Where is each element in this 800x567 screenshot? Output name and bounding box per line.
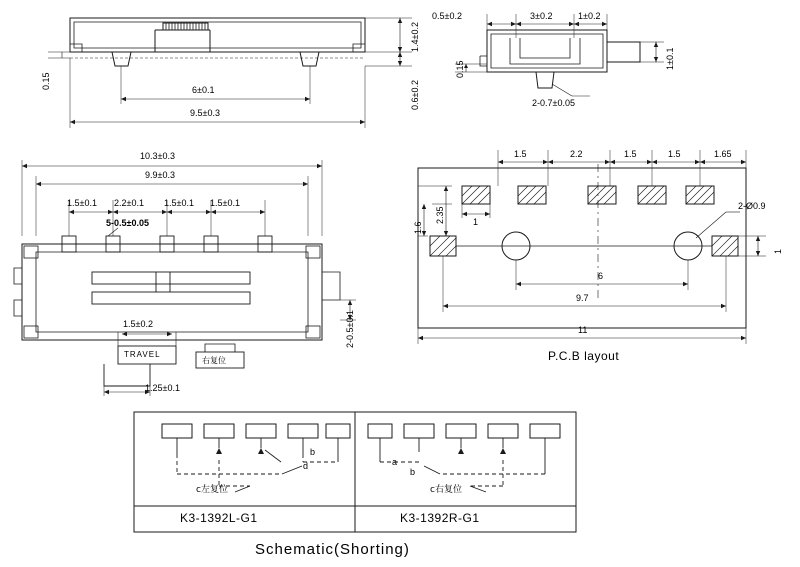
schematic-right-mark-c: c右复位 <box>430 485 462 495</box>
pcb-dim-hole: 2-Ø0.9 <box>738 201 766 211</box>
schematic-left-mark-d: d <box>303 461 309 471</box>
part-number-right: K3-1392R-G1 <box>400 511 480 525</box>
dim-bottom-1-25: 1.25±0.1 <box>145 383 180 393</box>
travel-label: TRAVEL <box>124 350 161 359</box>
pcb-dim-t4: 1.5 <box>668 149 681 159</box>
pcb-layout-caption: P.C.B layout <box>548 349 620 363</box>
pcb-dim-t3: 1.5 <box>624 149 637 159</box>
pcb-dim-t5: 1.65 <box>714 149 732 159</box>
schematic-left-mark-b: b <box>310 447 316 457</box>
dim-pitch-4: 1.5±0.1 <box>210 198 240 208</box>
dim-travel-value: 1.5±0.2 <box>123 319 153 329</box>
schematic-right-mark-a: a <box>392 457 398 467</box>
schematic-left-mark-c: c左复位 <box>196 485 228 495</box>
pcb-dim-t2: 2.2 <box>570 149 583 159</box>
dim-pitch-1: 1.5±0.1 <box>67 198 97 208</box>
dim-w-6: 6±0.1 <box>192 85 215 95</box>
dim-pitch-3: 1.5±0.1 <box>164 198 194 208</box>
dim-w-3: 3±0.2 <box>530 11 553 21</box>
dim-pitch-2: 2.2±0.1 <box>114 198 144 208</box>
dim-w-10-3: 10.3±0.3 <box>140 151 175 161</box>
dim-w-9-5: 9.5±0.3 <box>190 108 220 118</box>
drawing-canvas: 1.4±0.2 0.15 0.6±0.2 6±0.1 9.5±0.3 0.5±0.2 3±0.2 1±0.2 0.15 1±0.1 2-0.7±0.05 10.3±0.3 9.9±0.3 1.5±0.1 2.2±0.1 1.5±0.1 1.5±0.1 5-0.5±0.05 1.5±0.2 TRAVEL 右复位 1.25±0.1 2-0.5±0.1 1.5 2.2 1.5 1.5 1.65 2.35 1.6 1 2-Ø0.9 1 6 9.7 11 P.C.B layout d b c左复位 a b c右复位 K3-1392L-G1 K3-1392R-G1 Schematic(Shorting) <box>0 0 800 567</box>
dim-w-1: 1±0.2 <box>578 11 601 21</box>
part-number-left: K3-1392L-G1 <box>180 511 258 525</box>
pcb-dim-t1: 1.5 <box>514 149 527 159</box>
dim-w-9-9: 9.9±0.3 <box>145 170 175 180</box>
dim-w-0-5: 0.5±0.2 <box>432 11 462 21</box>
schematic-right-mark-b: b <box>410 467 416 477</box>
pcb-dim-11: 11 <box>578 325 588 335</box>
dim-pin-0-7: 2-0.7±0.05 <box>532 98 575 108</box>
pcb-dim-9-7: 9.7 <box>576 293 589 303</box>
pcb-dim-6: 6 <box>598 271 604 281</box>
schematic-caption: Schematic(Shorting) <box>255 541 410 558</box>
dim-pin-width: 5-0.5±0.05 <box>106 218 149 228</box>
reset-label-cn: 右复位 <box>202 356 226 365</box>
pcb-dim-pad-w: 1 <box>473 217 479 227</box>
